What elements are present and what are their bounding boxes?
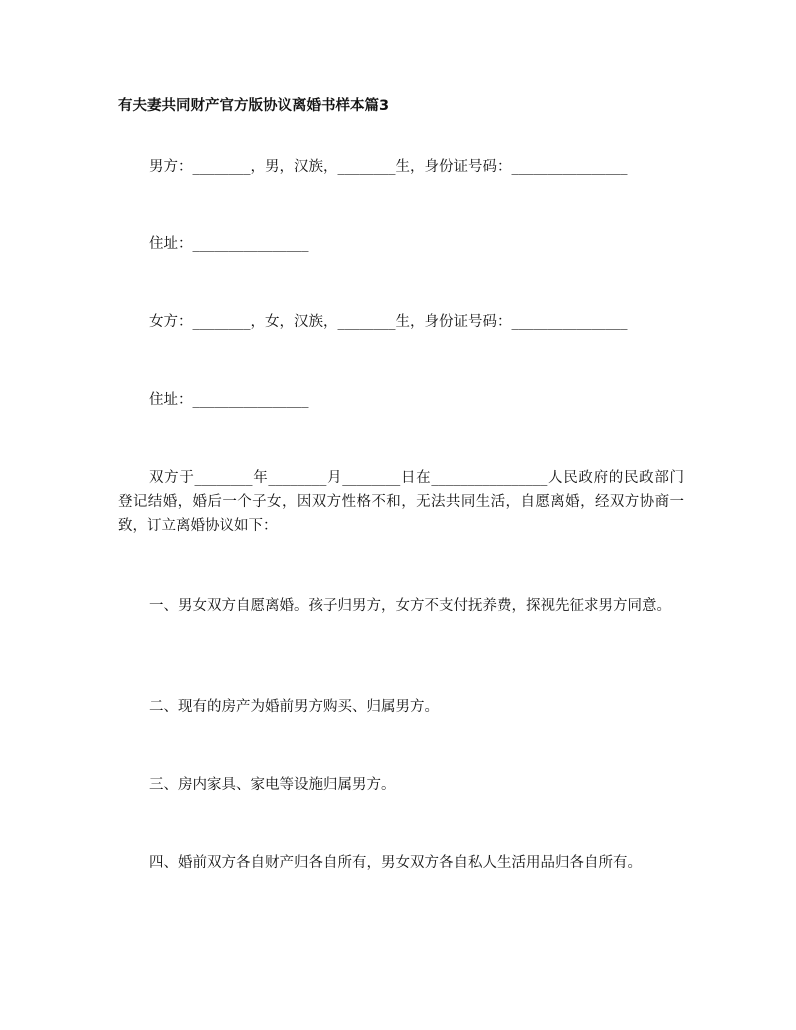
clause-4-paragraph: 四、婚前双方各自财产归各自所有，男女双方各自私人生活用品归各自所有。	[149, 855, 642, 871]
husband-info-line: 男方：________，男，汉族，________生，身份证号码：________________	[149, 159, 628, 175]
document-title: 有夫妻共同财产官方版协议离婚书样本篇3	[118, 98, 390, 114]
clause-2-paragraph: 二、现有的房产为婚前男方购买、归属男方。	[149, 699, 439, 715]
husband-address-line: 住址：________________	[149, 236, 309, 252]
wife-info-line: 女方：________，女，汉族，________生，身份证号码：________________	[149, 314, 628, 330]
clause-1-paragraph: 一、男女双方自愿离婚。孩子归男方，女方不支付抚养费，探视先征求男方同意。	[149, 598, 671, 614]
wife-address-line: 住址：________________	[149, 392, 309, 408]
clause-3-paragraph: 三、房内家具、家电等设施归属男方。	[149, 777, 396, 793]
intro-paragraph: 双方于________年________月________日在________________人民政府的民政部门登记结婚，婚后一个子女，因双方性格不和，无法共同生活，自愿离婚，经双方协商一致，订立离婚协议如下：	[118, 470, 684, 534]
